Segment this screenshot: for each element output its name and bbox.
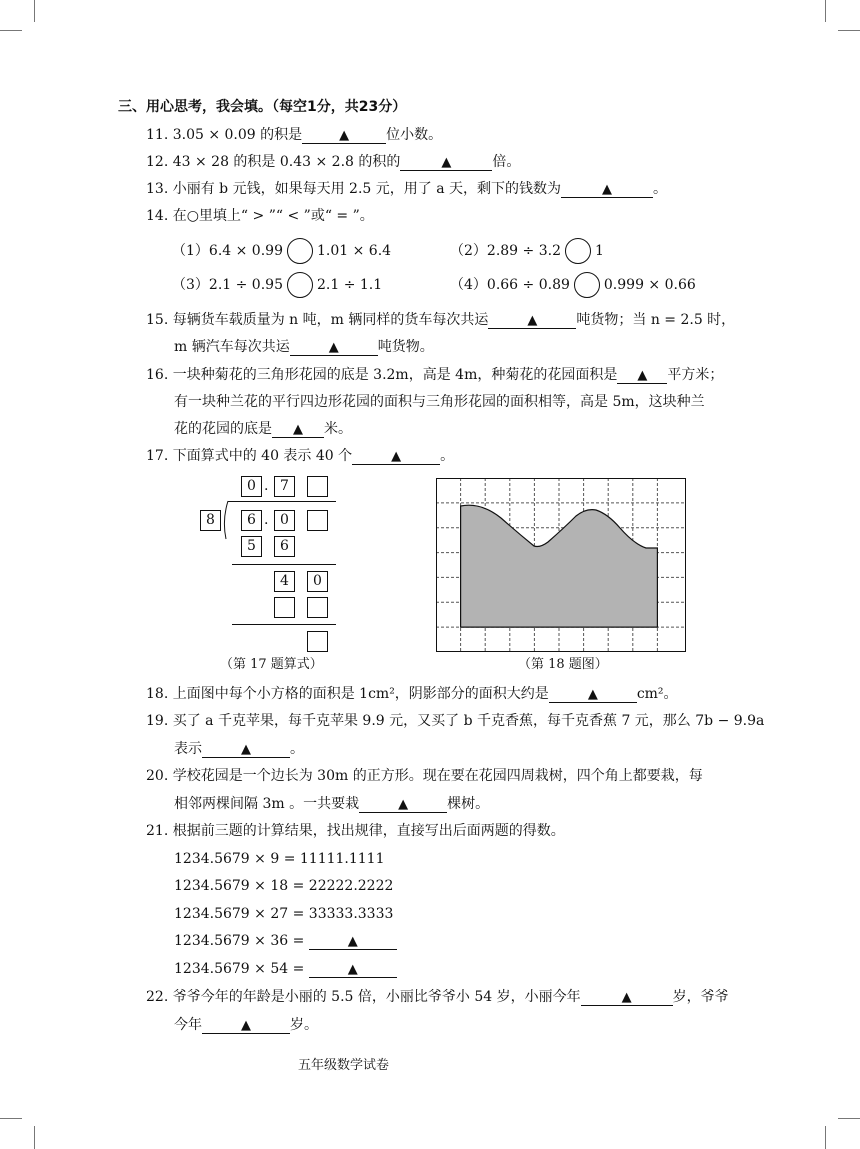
area-grid-figure: [436, 478, 686, 652]
question-text: 在○里填上“ > ”“ < ”或“ = ”。: [172, 208, 374, 224]
question-number: 12.: [146, 154, 169, 170]
question-number: 20.: [146, 768, 169, 784]
question-text: 。: [440, 448, 455, 464]
question-text: 爷爷今年的年龄是小丽的 5.5 倍，小丽比爷爷小 54 岁，小丽今年: [172, 989, 581, 1005]
answer-blank[interactable]: [352, 449, 440, 465]
question-text: 倍。: [492, 154, 521, 170]
compare-item-3: [172, 272, 382, 298]
crop-mark: [0, 1118, 22, 1119]
answer-blank[interactable]: [488, 313, 576, 329]
question-number: 16.: [146, 367, 169, 383]
crop-mark: [34, 0, 35, 22]
crop-mark: [0, 30, 22, 31]
subtract-line: [232, 624, 336, 625]
remainder-digit[interactable]: [307, 631, 328, 652]
question-19: [146, 712, 764, 730]
question-13: [146, 180, 667, 198]
pattern-line-4: [174, 932, 397, 950]
compare-circle[interactable]: [565, 238, 591, 264]
compare-circle[interactable]: [574, 272, 600, 298]
blank-marker: ▲: [339, 128, 350, 143]
blank-marker: ▲: [441, 155, 452, 170]
blank-marker: ▲: [398, 797, 409, 812]
question-text: 。: [290, 741, 304, 757]
compare-circle[interactable]: [287, 272, 313, 298]
blank-marker: ▲: [637, 368, 648, 383]
question-22-line2: [174, 1016, 318, 1034]
answer-blank[interactable]: [359, 797, 447, 813]
question-text: cm²。: [636, 686, 678, 702]
pattern-line-1: 1234.5679 × 9 = 11111.1111: [174, 851, 385, 867]
subtract-digit[interactable]: [274, 597, 295, 618]
question-18: [146, 685, 678, 703]
answer-blank[interactable]: [272, 422, 324, 438]
remainder-digit: 0: [307, 571, 328, 592]
subtract-digit: 5: [241, 536, 262, 557]
blank-marker: ▲: [587, 687, 598, 702]
compare-left: （2）2.89 ÷ 3.2: [450, 243, 561, 259]
question-number: 18.: [146, 686, 169, 702]
division-bracket: [220, 500, 234, 540]
blank-marker: ▲: [621, 990, 632, 1005]
question-text: 今年: [174, 1017, 202, 1033]
answer-blank[interactable]: [581, 990, 673, 1006]
question-text: 买了 a 千克苹果，每千克苹果 9.9 元，又买了 b 千克香蕉，每千克香蕉 7 元，那么 7b − 9.9a: [172, 713, 765, 729]
dividend-digit[interactable]: [307, 510, 328, 531]
crop-mark: [825, 0, 826, 22]
pattern-line-3: 1234.5679 × 27 = 33333.3333: [174, 906, 394, 922]
question-text: 平方米；: [667, 367, 724, 383]
compare-right: 2.1 ÷ 1.1: [316, 277, 383, 293]
question-text: 棵树。: [447, 796, 490, 812]
question-text: 。: [653, 181, 667, 197]
blank-marker: ▲: [328, 340, 339, 355]
question-20: [146, 767, 703, 785]
blank-marker: ▲: [241, 1018, 251, 1033]
answer-blank[interactable]: [400, 155, 492, 171]
question-text: 吨货物。: [377, 339, 434, 355]
question-text: 岁。: [290, 1017, 318, 1033]
question-16-line2: 有一块种兰花的平行四边形花园的面积与三角形花园的面积相等，高是 5m，这块种兰: [174, 394, 705, 410]
question-11: [146, 126, 442, 144]
question-text: 根据前三题的计算结果，找出规律，直接写出后面两题的得数。: [172, 823, 565, 839]
blank-marker: ▲: [241, 742, 251, 757]
blank-marker: ▲: [391, 449, 402, 464]
question-text: 表示: [174, 741, 202, 757]
question-text: 3.05 × 0.09 的积是: [172, 127, 303, 143]
question-text: 1234.5679 × 36 =: [174, 933, 305, 949]
dividend-digit: 6: [241, 510, 262, 531]
crop-mark: [825, 1126, 826, 1149]
question-number: 22.: [146, 989, 169, 1005]
compare-left: （4）0.66 ÷ 0.89: [450, 277, 570, 293]
page-footer: 五年级数学试卷: [298, 1058, 390, 1073]
subtract-digit: 6: [274, 536, 295, 557]
answer-blank[interactable]: [202, 742, 290, 758]
compare-right: 0.999 × 0.66: [603, 277, 696, 293]
divisor: 8: [200, 510, 221, 531]
compare-item-4: [450, 272, 696, 298]
question-text: 学校花园是一个边长为 30m 的正方形。现在要在花园四周栽树，四个角上都要栽，每: [172, 768, 703, 784]
crop-mark: [34, 1126, 35, 1149]
question-21: [146, 822, 565, 840]
question-16-line3: [174, 420, 352, 438]
question-text: 1234.5679 × 54 =: [174, 961, 305, 977]
question-text: 43 × 28 的积是 0.43 × 2.8 的积的: [172, 154, 401, 170]
answer-blank[interactable]: [309, 934, 397, 950]
question-number: 17.: [146, 448, 169, 464]
decimal-point: .: [264, 512, 269, 528]
question-17: [146, 447, 454, 465]
question-text: 小丽有 b 元钱，如果每天用 2.5 元，用了 a 天，剩下的钱数为: [172, 181, 561, 197]
blank-marker: ▲: [347, 962, 358, 977]
question-number: 13.: [146, 181, 169, 197]
pattern-line-5: [174, 960, 397, 978]
answer-blank[interactable]: [561, 182, 653, 198]
question-19-line2: [174, 740, 304, 758]
question-number: 14.: [146, 208, 169, 224]
compare-circle[interactable]: [287, 238, 313, 264]
crop-mark: [838, 1118, 860, 1119]
subtract-line: [232, 564, 336, 565]
quotient-digit[interactable]: 0: [241, 476, 262, 497]
dividend-digit: 0: [274, 510, 295, 531]
answer-blank[interactable]: [549, 687, 637, 703]
question-text: 位小数。: [386, 127, 443, 143]
compare-item-1: [172, 238, 391, 264]
answer-blank[interactable]: [290, 340, 378, 356]
question-text: m 辆汽车每次共运: [174, 339, 290, 355]
answer-blank[interactable]: [202, 1018, 290, 1034]
question-number: 15.: [146, 312, 169, 328]
answer-blank[interactable]: [309, 962, 397, 978]
compare-item-2: [450, 238, 604, 264]
remainder-digit: 4: [274, 571, 295, 592]
pattern-line-2: 1234.5679 × 18 = 22222.2222: [174, 878, 394, 894]
blank-marker: ▲: [527, 313, 538, 328]
question-text: 一块种菊花的三角形花园的底是 3.2m，高是 4m，种菊花的花园面积是: [172, 367, 618, 383]
figure-18-caption: （第 18 题图）: [518, 657, 608, 672]
question-text: 上面图中每个小方格的面积是 1cm²，阴影部分的面积大约是: [172, 686, 549, 702]
division-bar: [228, 501, 336, 502]
answer-blank[interactable]: [302, 128, 386, 144]
question-text: 岁，爷爷: [672, 989, 729, 1005]
compare-right: 1: [594, 243, 604, 259]
blank-marker: ▲: [347, 934, 358, 949]
question-text: 下面算式中的 40 表示 40 个: [172, 448, 353, 464]
question-20-line2: [174, 795, 489, 813]
question-text: 米。: [324, 421, 352, 437]
question-22: [146, 988, 729, 1006]
question-text: 每辆货车载质量为 n 吨，m 辆同样的货车每次共运: [172, 312, 489, 328]
compare-right: 1.01 × 6.4: [316, 243, 392, 259]
question-number: 19.: [146, 713, 169, 729]
question-12: [146, 153, 520, 171]
question-14: [146, 207, 374, 225]
compare-left: （3）2.1 ÷ 0.95: [172, 277, 283, 293]
blank-marker: ▲: [293, 422, 303, 437]
question-text: 相邻两棵间隔 3m 。一共要栽: [174, 796, 360, 812]
decimal-point: .: [264, 478, 269, 494]
compare-left: （1）6.4 × 0.99: [172, 243, 283, 259]
question-15: [146, 311, 735, 329]
question-number: 11.: [146, 127, 169, 143]
quotient-digit[interactable]: 7: [274, 476, 295, 497]
question-text: 花的花园的底是: [174, 421, 272, 437]
blank-marker: ▲: [602, 182, 612, 197]
subtract-digit[interactable]: [307, 597, 328, 618]
question-15-line2: [174, 338, 434, 356]
quotient-digit[interactable]: [307, 476, 328, 497]
crop-mark: [838, 30, 860, 31]
figure-17-caption: （第 17 题算式）: [220, 657, 323, 672]
answer-blank[interactable]: [617, 368, 667, 384]
question-number: 21.: [146, 823, 169, 839]
question-16: [146, 366, 723, 384]
question-text: 吨货物；当 n = 2.5 时，: [576, 312, 736, 328]
section-title: 三、用心思考，我会填。（每空1分，共23分）: [118, 99, 407, 115]
